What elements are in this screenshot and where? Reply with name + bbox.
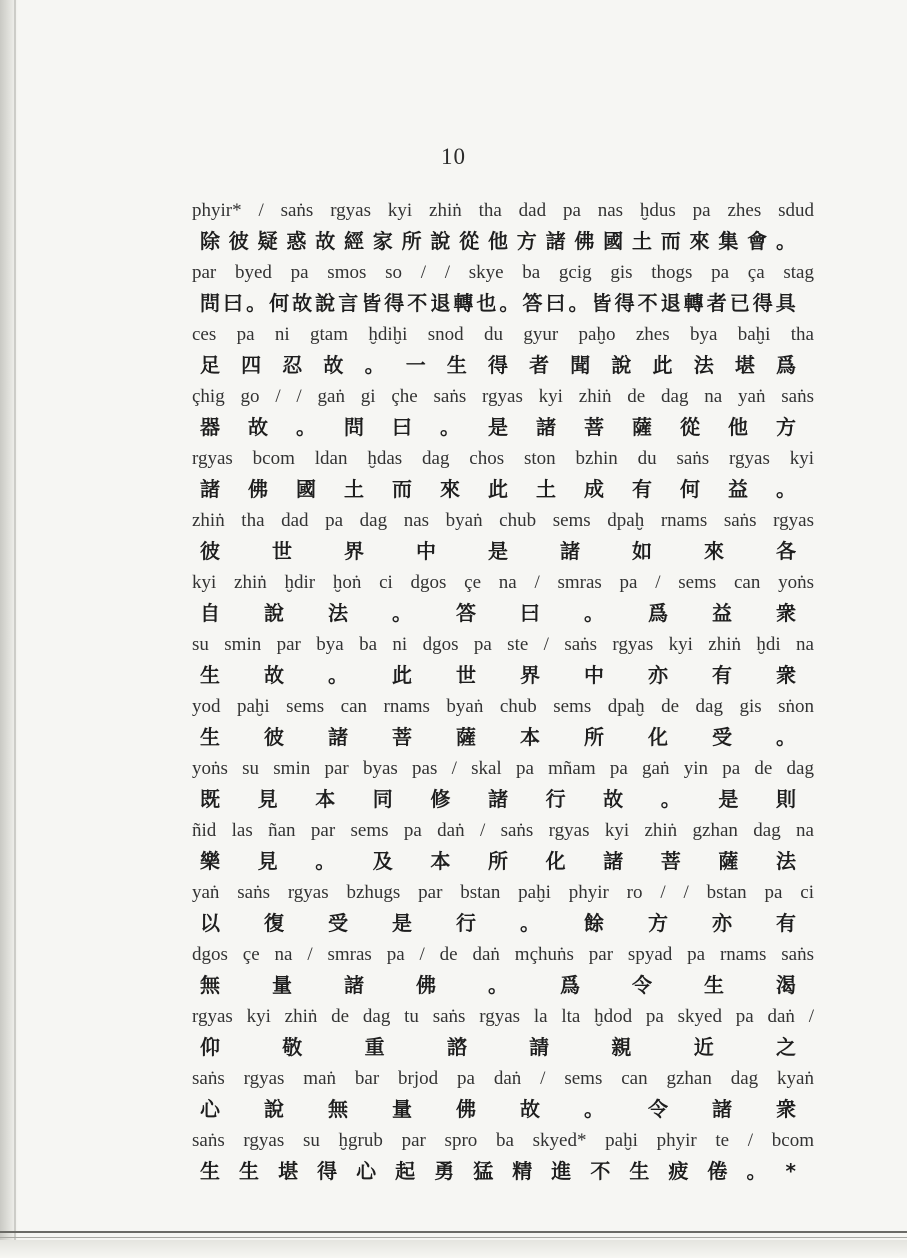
tibetan-transliteration-line: dgos çe na / smras pa / de daṅ mçhuṅs par spyad pa rnams saṅs xyxy=(192,944,814,965)
chinese-char: 有 xyxy=(712,663,732,687)
chinese-char: 所 xyxy=(487,849,508,873)
chinese-char: 諸 xyxy=(344,973,364,997)
chinese-char: 。 xyxy=(584,1097,604,1121)
chinese-char: 皆 xyxy=(361,291,382,315)
chinese-char: 退 xyxy=(660,291,681,315)
chinese-text-line xyxy=(178,908,818,939)
chinese-char: 彼 xyxy=(228,229,249,253)
chinese-char: 言 xyxy=(338,291,359,315)
chinese-char: 惑 xyxy=(286,229,307,253)
chinese-text-line xyxy=(178,784,818,815)
tibetan-transliteration-line: saṅs rgyas maṅ bar brjod pa daṅ / sems can gzhan dag kyaṅ xyxy=(192,1068,814,1089)
chinese-char: 亦 xyxy=(712,911,732,935)
page-number: 10 xyxy=(441,144,466,169)
chinese-char: 得 xyxy=(752,291,773,315)
chinese-char: 修 xyxy=(430,787,451,811)
tibetan-transliteration-line: kyi zhiṅ ḫdir ḫoṅ ci dgos çe na / smras pa / sems can yoṅs xyxy=(192,572,814,593)
chinese-char: 如 xyxy=(632,539,652,563)
chinese-char: 同 xyxy=(372,787,393,811)
tibetan-transliteration-line: saṅs rgyas su ḫgrub par spro ba skyed* paḫi phyir te / bcom xyxy=(192,1130,814,1151)
chinese-char: 疲 xyxy=(668,1159,689,1183)
chinese-char: 說 xyxy=(264,601,284,625)
chinese-char: 不 xyxy=(637,291,658,315)
chinese-char: 益 xyxy=(728,477,748,501)
chinese-char: 。 xyxy=(776,477,796,501)
chinese-char: 此 xyxy=(392,663,412,687)
chinese-char: 。 xyxy=(660,787,681,811)
page-bottom-edge-secondary xyxy=(0,1237,907,1238)
chinese-char: 是 xyxy=(488,415,508,439)
chinese-char: 渴 xyxy=(776,973,796,997)
chinese-char: 中 xyxy=(584,663,604,687)
chinese-text-line xyxy=(178,598,818,629)
chinese-char: 進 xyxy=(551,1159,572,1183)
chinese-char: 說 xyxy=(611,353,632,377)
chinese-char: 佛 xyxy=(574,229,595,253)
chinese-char: 敬 xyxy=(282,1035,303,1059)
chinese-text-line xyxy=(178,474,818,505)
chinese-char: 答 xyxy=(522,291,543,315)
chinese-char: 佛 xyxy=(456,1097,476,1121)
chinese-char: 器 xyxy=(200,415,220,439)
chinese-char: 曰 xyxy=(223,291,244,315)
chinese-char: 故 xyxy=(603,787,624,811)
chinese-char: 問 xyxy=(200,291,220,315)
chinese-char: 。 xyxy=(328,663,348,687)
chinese-char: 堪 xyxy=(734,353,755,377)
chinese-char: 他 xyxy=(728,415,748,439)
chinese-char: 本 xyxy=(430,849,451,873)
chinese-char: 曰 xyxy=(545,291,566,315)
chinese-char: 諸 xyxy=(536,415,556,439)
chinese-text-line xyxy=(178,412,818,443)
chinese-char: 化 xyxy=(545,849,566,873)
chinese-char: 諸 xyxy=(487,787,508,811)
chinese-char: 彼 xyxy=(200,539,220,563)
chinese-char: 法 xyxy=(328,601,348,625)
chinese-char: 一 xyxy=(405,353,426,377)
chinese-char: 行 xyxy=(545,787,566,811)
chinese-char: 不 xyxy=(590,1159,611,1183)
chinese-char: 衆 xyxy=(776,1097,796,1121)
chinese-char: 從 xyxy=(680,415,700,439)
chinese-text-line xyxy=(178,1032,818,1063)
chinese-char: 界 xyxy=(520,663,540,687)
chinese-char: 除 xyxy=(200,229,220,253)
chinese-char: 生 xyxy=(200,663,220,687)
chinese-char: 中 xyxy=(416,539,436,563)
chinese-char: 佛 xyxy=(248,477,268,501)
chinese-char: 疑 xyxy=(257,229,278,253)
chinese-char: 轉 xyxy=(453,291,474,315)
tibetan-transliteration-line: phyir* / saṅs rgyas kyi zhiṅ tha dad pa nas ḫdus pa zhes sdud xyxy=(192,200,814,221)
chinese-char: 諸 xyxy=(545,229,566,253)
chinese-char: 彼 xyxy=(264,725,284,749)
chinese-text-line xyxy=(178,1094,818,1125)
chinese-char: 。 xyxy=(775,229,796,253)
tibetan-transliteration-line: çhig go / / gaṅ gi çhe saṅs rgyas kyi zhiṅ de dag na yaṅ saṅs xyxy=(192,386,814,407)
chinese-char: 精 xyxy=(512,1159,533,1183)
chinese-char: 令 xyxy=(632,973,652,997)
chinese-char: 集 xyxy=(718,229,739,253)
chinese-char: 受 xyxy=(712,725,732,749)
chinese-char: 世 xyxy=(272,539,292,563)
chinese-char: 得 xyxy=(614,291,635,315)
chinese-char: 薩 xyxy=(632,415,652,439)
chinese-char: 曰 xyxy=(520,601,540,625)
chinese-char: 而 xyxy=(660,229,681,253)
chinese-char: 世 xyxy=(456,663,476,687)
tibetan-transliteration-line: zhiṅ tha dad pa dag nas byaṅ chub sems dpaḫ rnams saṅs rgyas xyxy=(192,510,814,531)
chinese-text-line xyxy=(178,722,818,753)
tibetan-transliteration-line: yoṅs su smin par byas pas / skal pa mñam pa gaṅ yin pa de dag xyxy=(192,758,814,779)
chinese-char: 化 xyxy=(648,725,668,749)
chinese-char: 生 xyxy=(200,1159,220,1183)
chinese-char: 四 xyxy=(241,353,262,377)
chinese-char: 本 xyxy=(520,725,540,749)
chinese-char: * xyxy=(785,1159,796,1183)
chinese-char: 皆 xyxy=(591,291,612,315)
chinese-char: 諸 xyxy=(603,849,624,873)
binding-line xyxy=(14,0,16,1258)
chinese-char: 生 xyxy=(200,725,220,749)
chinese-char: 猛 xyxy=(473,1159,494,1183)
chinese-char: 者 xyxy=(706,291,727,315)
chinese-char: 餘 xyxy=(584,911,604,935)
chinese-char: 。 xyxy=(568,291,589,315)
chinese-char: 會 xyxy=(747,229,768,253)
chinese-char: 及 xyxy=(372,849,393,873)
chinese-char: 仰 xyxy=(200,1035,220,1059)
chinese-char: 諸 xyxy=(328,725,348,749)
tibetan-transliteration-line: yod paḫi sems can rnams byaṅ chub sems dpaḫ de dag gis sṅon xyxy=(192,696,814,717)
chinese-char: 故 xyxy=(248,415,268,439)
chinese-char: 此 xyxy=(488,477,508,501)
chinese-char: 。 xyxy=(296,415,316,439)
chinese-char: 薩 xyxy=(718,849,739,873)
chinese-char: 各 xyxy=(776,539,796,563)
chinese-char: 也 xyxy=(476,291,497,315)
chinese-char: 說 xyxy=(430,229,451,253)
chinese-char: 土 xyxy=(536,477,556,501)
chinese-char: 所 xyxy=(401,229,422,253)
tibetan-transliteration-line: par byed pa smos so / / skye ba gcig gis thogs pa ça stag xyxy=(192,262,814,283)
chinese-text-line xyxy=(178,970,818,1001)
chinese-char: 。 xyxy=(746,1159,767,1183)
chinese-char: 者 xyxy=(529,353,550,377)
page-bottom-shadow xyxy=(0,1240,907,1258)
chinese-char: 。 xyxy=(246,291,267,315)
chinese-char: 家 xyxy=(372,229,393,253)
chinese-char: 何 xyxy=(680,477,700,501)
chinese-text-line xyxy=(178,1156,818,1187)
chinese-char: 國 xyxy=(296,477,316,501)
chinese-char: 故 xyxy=(315,229,336,253)
chinese-text-line xyxy=(178,846,818,877)
chinese-char: 。 xyxy=(315,849,336,873)
chinese-char: 法 xyxy=(693,353,714,377)
chinese-char: 衆 xyxy=(776,663,796,687)
chinese-char: 經 xyxy=(343,229,364,253)
chinese-char: 生 xyxy=(446,353,467,377)
chinese-char: 見 xyxy=(257,849,278,873)
chinese-char: 自 xyxy=(200,601,220,625)
chinese-char: 問 xyxy=(344,415,364,439)
chinese-char: 菩 xyxy=(660,849,681,873)
chinese-char: 。 xyxy=(584,601,604,625)
chinese-char: 轉 xyxy=(683,291,704,315)
chinese-text-line xyxy=(178,660,818,691)
chinese-char: 法 xyxy=(775,849,796,873)
tibetan-transliteration-line: rgyas kyi zhiṅ de dag tu saṅs rgyas la lta ḫdod pa skyed pa daṅ / xyxy=(192,1006,814,1027)
tibetan-transliteration-line: ñid las ñan par sems pa daṅ / saṅs rgyas kyi zhiṅ gzhan dag na xyxy=(192,820,814,841)
chinese-char: 復 xyxy=(264,911,284,935)
chinese-char: 之 xyxy=(775,1035,796,1059)
chinese-char: 方 xyxy=(776,415,796,439)
chinese-char: 倦 xyxy=(707,1159,728,1183)
chinese-char: 勇 xyxy=(434,1159,455,1183)
chinese-char: 足 xyxy=(200,353,220,377)
chinese-char: 樂 xyxy=(200,849,220,873)
tibetan-transliteration-line: su smin par bya ba ni dgos pa ste / saṅs rgyas kyi zhiṅ ḫdi na xyxy=(192,634,814,655)
chinese-char: 令 xyxy=(648,1097,668,1121)
chinese-char: 有 xyxy=(632,477,652,501)
chinese-char: 則 xyxy=(775,787,796,811)
chinese-char: 來 xyxy=(440,477,460,501)
chinese-char: 諸 xyxy=(712,1097,732,1121)
chinese-text-line xyxy=(178,288,818,319)
chinese-char: 何 xyxy=(269,291,290,315)
chinese-char: 量 xyxy=(272,973,292,997)
chinese-char: 本 xyxy=(315,787,336,811)
chinese-char: 故 xyxy=(292,291,313,315)
chinese-char: 量 xyxy=(392,1097,412,1121)
chinese-char: 諸 xyxy=(200,477,220,501)
chinese-char: 是 xyxy=(392,911,412,935)
chinese-char: 。 xyxy=(499,291,520,315)
chinese-char: 堪 xyxy=(278,1159,299,1183)
chinese-char: 故 xyxy=(323,353,344,377)
chinese-char: 說 xyxy=(264,1097,284,1121)
chinese-char: 界 xyxy=(344,539,364,563)
chinese-char: 生 xyxy=(239,1159,260,1183)
chinese-char: 忍 xyxy=(282,353,303,377)
chinese-char: 而 xyxy=(392,477,412,501)
page-bottom-edge xyxy=(0,1231,907,1233)
chinese-char: 。 xyxy=(440,415,460,439)
chinese-char: 已 xyxy=(729,291,750,315)
chinese-char: 近 xyxy=(693,1035,714,1059)
chinese-char: 方 xyxy=(648,911,668,935)
chinese-char: 諸 xyxy=(560,539,580,563)
chinese-char: 具 xyxy=(775,291,796,315)
chinese-char: 得 xyxy=(317,1159,338,1183)
chinese-char: 。 xyxy=(776,725,796,749)
chinese-char: 重 xyxy=(364,1035,385,1059)
chinese-char: 故 xyxy=(520,1097,540,1121)
chinese-char: 既 xyxy=(200,787,220,811)
chinese-char: 來 xyxy=(704,539,724,563)
chinese-char: 從 xyxy=(459,229,480,253)
chinese-char: 爲 xyxy=(560,973,580,997)
chinese-char: 方 xyxy=(516,229,537,253)
chinese-char: 答 xyxy=(456,601,476,625)
chinese-char: 心 xyxy=(356,1159,377,1183)
chinese-char: 以 xyxy=(200,911,220,935)
chinese-char: 國 xyxy=(603,229,624,253)
chinese-char: 有 xyxy=(776,911,796,935)
chinese-char: 爲 xyxy=(648,601,668,625)
tibetan-transliteration-line: rgyas bcom ldan ḫdas dag chos ston bzhin du saṅs rgyas kyi xyxy=(192,448,814,469)
chinese-char: 來 xyxy=(689,229,710,253)
chinese-char: 。 xyxy=(364,353,385,377)
chinese-char: 曰 xyxy=(392,415,412,439)
chinese-char: 不 xyxy=(407,291,428,315)
chinese-char: 見 xyxy=(257,787,278,811)
chinese-char: 故 xyxy=(264,663,284,687)
chinese-char: 生 xyxy=(704,973,724,997)
chinese-char: 得 xyxy=(487,353,508,377)
chinese-char: 是 xyxy=(488,539,508,563)
chinese-char: 土 xyxy=(631,229,652,253)
chinese-text-line xyxy=(178,350,818,381)
chinese-char: 生 xyxy=(629,1159,650,1183)
chinese-char: 得 xyxy=(384,291,405,315)
chinese-char: 請 xyxy=(529,1035,550,1059)
chinese-char: 成 xyxy=(584,477,604,501)
chinese-char: 親 xyxy=(611,1035,632,1059)
chinese-char: 菩 xyxy=(584,415,604,439)
chinese-char: 益 xyxy=(712,601,732,625)
chinese-char: 菩 xyxy=(392,725,412,749)
chinese-char: 諮 xyxy=(446,1035,467,1059)
chinese-char: 無 xyxy=(200,973,220,997)
chinese-char: 行 xyxy=(456,911,476,935)
chinese-char: 聞 xyxy=(570,353,591,377)
chinese-char: 爲 xyxy=(775,353,796,377)
tibetan-transliteration-line: ces pa ni gtam ḫdiḫi snod du gyur paḫo zhes bya baḫi tha xyxy=(192,324,814,345)
chinese-char: 此 xyxy=(652,353,673,377)
chinese-char: 所 xyxy=(584,725,604,749)
chinese-char: 衆 xyxy=(776,601,796,625)
chinese-char: 。 xyxy=(488,973,508,997)
chinese-char: 土 xyxy=(344,477,364,501)
chinese-text-line xyxy=(178,226,818,257)
chinese-char: 退 xyxy=(430,291,451,315)
chinese-char: 薩 xyxy=(456,725,476,749)
chinese-char: 亦 xyxy=(648,663,668,687)
chinese-char: 。 xyxy=(520,911,540,935)
chinese-char: 他 xyxy=(487,229,508,253)
chinese-char: 說 xyxy=(315,291,336,315)
chinese-char: 佛 xyxy=(416,973,436,997)
chinese-char: 心 xyxy=(200,1097,220,1121)
chinese-char: 是 xyxy=(718,787,739,811)
tibetan-transliteration-line: yaṅ saṅs rgyas bzhugs par bstan paḫi phyir ro / / bstan pa ci xyxy=(192,882,814,903)
chinese-text-line xyxy=(178,536,818,567)
text-body xyxy=(178,195,818,1187)
chinese-char: 起 xyxy=(395,1159,416,1183)
chinese-char: 。 xyxy=(392,601,412,625)
chinese-char: 無 xyxy=(328,1097,348,1121)
chinese-char: 受 xyxy=(328,911,348,935)
